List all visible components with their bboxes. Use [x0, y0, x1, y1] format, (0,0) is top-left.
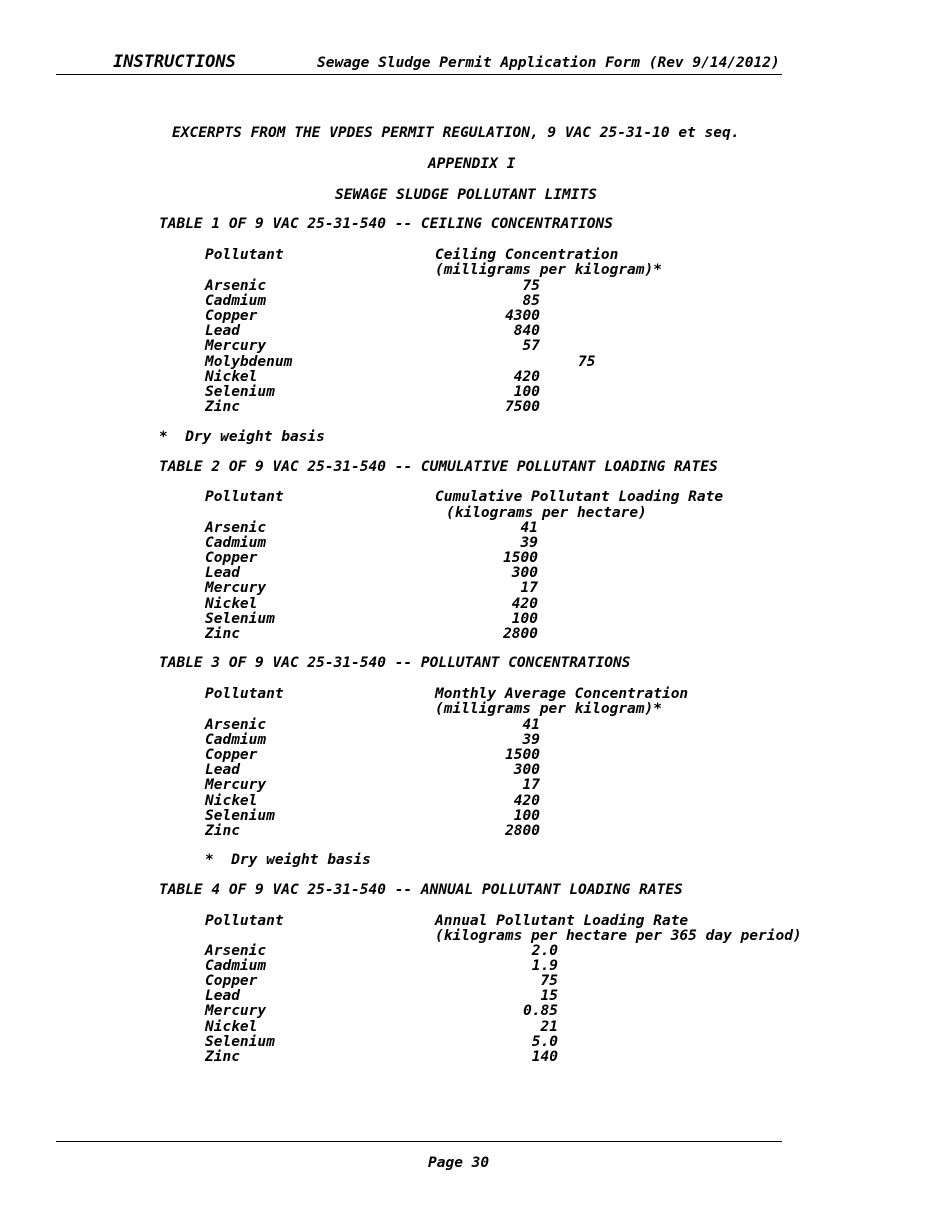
column-header-pollutant: Pollutant	[205, 686, 284, 702]
pollutant-name: Mercury	[205, 1003, 267, 1020]
table-row	[205, 611, 825, 627]
header-section-label: INSTRUCTIONS	[113, 52, 236, 72]
pollutant-value: 1.9	[531, 958, 558, 975]
table-row	[205, 565, 825, 581]
pollutant-name: Copper	[205, 973, 258, 990]
table-row	[205, 1003, 825, 1019]
pollutant-name: Cadmium	[205, 958, 267, 975]
pollutant-name: Selenium	[205, 383, 275, 400]
pollutant-name: Lead	[205, 323, 240, 340]
limits-heading: SEWAGE SLUDGE POLLUTANT LIMITS	[335, 187, 597, 203]
column-header-pollutant: Pollutant	[205, 913, 284, 929]
table-row	[205, 580, 825, 596]
pollutant-value: 100	[511, 610, 538, 627]
table-row	[205, 762, 825, 778]
footnote: * Dry weight basis	[159, 429, 325, 445]
pollutant-value: 17	[520, 580, 538, 597]
pollutant-name: Arsenic	[205, 943, 267, 959]
header-rule	[56, 74, 782, 75]
pollutant-value: 39	[522, 732, 540, 749]
pollutant-name: Lead	[205, 988, 240, 1005]
table-title: TABLE 4 OF 9 VAC 25-31-540 -- ANNUAL POLLUTANT LOADING RATES	[159, 882, 683, 898]
pollutant-value: 21	[540, 1018, 558, 1035]
table-title: TABLE 3 OF 9 VAC 25-31-540 -- POLLUTANT CONCENTRATIONS	[159, 655, 631, 671]
pollutant-value: 2800	[505, 822, 540, 839]
table-row	[205, 369, 825, 385]
table-row	[205, 626, 825, 642]
footer-rule	[56, 1141, 782, 1142]
pollutant-name: Cadmium	[205, 732, 267, 749]
pollutant-name: Copper	[205, 747, 258, 764]
table-row	[205, 520, 825, 536]
pollutant-value: 75	[522, 278, 540, 294]
pollutant-name: Mercury	[205, 338, 267, 355]
pollutant-value: 300	[511, 565, 538, 582]
table-row	[205, 596, 825, 612]
pollutant-value: 420	[513, 368, 540, 385]
pollutant-value: 2.0	[531, 943, 558, 959]
pollutant-name: Cadmium	[205, 535, 267, 552]
pollutant-name: Lead	[205, 762, 240, 779]
pollutant-value: 39	[520, 535, 538, 552]
pollutant-value: 140	[531, 1048, 558, 1065]
pollutant-value: 57	[522, 338, 540, 355]
table-row	[205, 988, 825, 1004]
pollutant-value: 1500	[505, 747, 540, 764]
column-header-value: Monthly Average Concentration	[435, 686, 689, 702]
table-row	[205, 278, 825, 294]
pollutant-value: 1500	[503, 550, 538, 567]
table-row	[205, 535, 825, 551]
column-header-pollutant: Pollutant	[205, 247, 284, 263]
pollutant-name: Lead	[205, 565, 240, 582]
table-row	[205, 550, 825, 566]
pollutant-value: 85	[522, 293, 540, 310]
table-row	[205, 354, 825, 370]
table-title: TABLE 2 OF 9 VAC 25-31-540 -- CUMULATIVE POLLUTANT LOADING RATES	[159, 459, 718, 475]
pollutant-name: Molybdenum	[205, 353, 293, 370]
pollutant-value: 5.0	[531, 1033, 558, 1050]
pollutant-name: Selenium	[205, 807, 275, 824]
header-form-title: Sewage Sludge Permit Application Form (Rev 9/14/2012)	[317, 55, 780, 71]
pollutant-value: 41	[522, 717, 540, 733]
column-header-value: Cumulative Pollutant Loading Rate	[435, 489, 724, 505]
pollutant-name: Mercury	[205, 580, 267, 597]
pollutant-name: Mercury	[205, 777, 267, 794]
pollutant-value: 100	[513, 383, 540, 400]
pollutant-name: Zinc	[205, 398, 240, 415]
table-row	[205, 399, 825, 415]
excerpt-heading: EXCERPTS FROM THE VPDES PERMIT REGULATION, 9 VAC 25-31-10 et seq.	[172, 125, 740, 141]
table-row	[205, 308, 825, 324]
pollutant-value: 75	[578, 353, 596, 370]
pollutant-name: Nickel	[205, 595, 258, 612]
table-row	[205, 958, 825, 974]
pollutant-name: Selenium	[205, 610, 275, 627]
table-row	[205, 823, 825, 839]
pollutant-name: Selenium	[205, 1033, 275, 1050]
pollutant-value: 0.85	[523, 1003, 558, 1020]
table-row	[205, 717, 825, 733]
table-row	[205, 943, 825, 959]
pollutant-value: 15	[540, 988, 558, 1005]
table-row	[205, 1049, 825, 1065]
pollutant-value: 4300	[505, 308, 540, 325]
pollutant-value: 17	[522, 777, 540, 794]
pollutant-value: 840	[513, 323, 540, 340]
column-header-units: (kilograms per hectare per 365 day period)	[435, 928, 802, 944]
pollutant-name: Zinc	[205, 1048, 240, 1065]
pollutant-value: 2800	[503, 625, 538, 642]
pollutant-name: Arsenic	[205, 520, 267, 536]
column-header-value: Annual Pollutant Loading Rate	[435, 913, 689, 929]
table-row	[205, 777, 825, 793]
pollutant-value: 41	[520, 520, 538, 536]
pollutant-name: Arsenic	[205, 278, 267, 294]
pollutant-name: Nickel	[205, 1018, 258, 1035]
table-title: TABLE 1 OF 9 VAC 25-31-540 -- CEILING CONCENTRATIONS	[159, 216, 613, 232]
pollutant-name: Arsenic	[205, 717, 267, 733]
pollutant-name: Cadmium	[205, 293, 267, 310]
table-row	[205, 323, 825, 339]
table-row	[205, 732, 825, 748]
pollutant-value: 420	[511, 595, 538, 612]
pollutant-value: 75	[540, 973, 558, 990]
pollutant-name: Nickel	[205, 368, 258, 385]
table-row	[205, 747, 825, 763]
pollutant-name: Zinc	[205, 625, 240, 642]
pollutant-name: Copper	[205, 550, 258, 567]
page-number: Page 30	[428, 1155, 490, 1171]
pollutant-name: Copper	[205, 308, 258, 325]
footnote: * Dry weight basis	[205, 852, 371, 868]
pollutant-value: 7500	[505, 398, 540, 415]
pollutant-value: 300	[513, 762, 540, 779]
table-row	[205, 973, 825, 989]
column-header-pollutant: Pollutant	[205, 489, 284, 505]
column-header-units: (milligrams per kilogram)*	[435, 262, 662, 278]
table-row	[205, 793, 825, 809]
pollutant-value: 100	[513, 807, 540, 824]
column-header-value: Ceiling Concentration	[435, 247, 619, 263]
table-row	[205, 1034, 825, 1050]
table-row	[205, 293, 825, 309]
appendix-heading: APPENDIX I	[428, 156, 516, 172]
column-header-units: (milligrams per kilogram)*	[435, 701, 662, 717]
table-row	[205, 384, 825, 400]
table-row	[205, 808, 825, 824]
pollutant-name: Nickel	[205, 792, 258, 809]
table-row	[205, 1019, 825, 1035]
column-header-units: (kilograms per hectare)	[446, 505, 647, 521]
pollutant-value: 420	[513, 792, 540, 809]
table-row	[205, 338, 825, 354]
pollutant-name: Zinc	[205, 822, 240, 839]
